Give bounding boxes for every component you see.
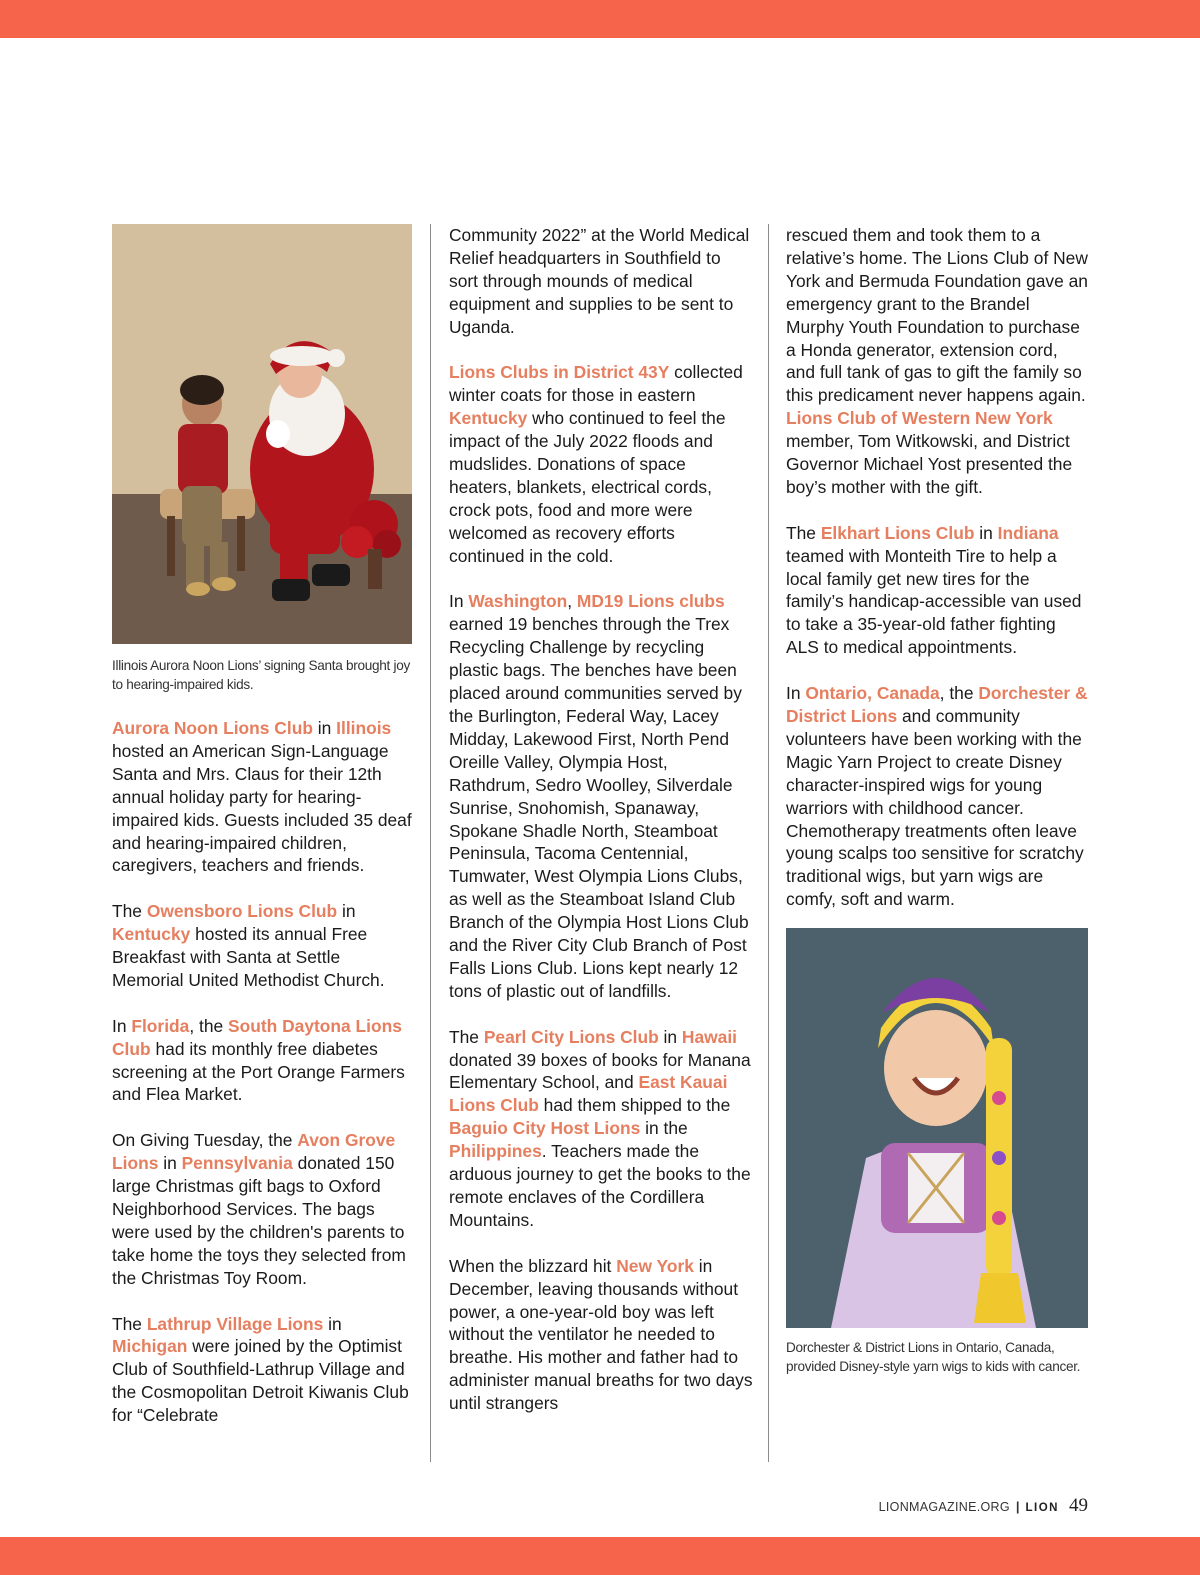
club-name: Lions Club of Western New York bbox=[786, 408, 1053, 429]
place-name: Hawaii bbox=[681, 1026, 738, 1047]
club-name: Aurora Noon Lions Club bbox=[112, 718, 313, 738]
paragraph-md19-washington bbox=[449, 590, 753, 1002]
yarn-wig-photo bbox=[786, 928, 1088, 1328]
text: in the bbox=[640, 1118, 688, 1139]
place-name: Washington bbox=[468, 591, 568, 612]
text: Community 2022” at the World Medical Relief headquarters in Southfield to sort through mounds of medical equipment and supplies to be sent to Uganda. bbox=[449, 225, 750, 337]
paragraph-lathrup-village bbox=[112, 1313, 412, 1428]
footer-site-url[interactable]: LIONMAGAZINE.ORG bbox=[878, 1500, 1010, 1514]
paragraph-owensboro bbox=[112, 900, 412, 992]
place-name: Indiana bbox=[997, 522, 1059, 543]
text: donated 150 large Christmas gift bags to Oxford Neighborhood Services. The bags were used by the children's parents to take home the toys they selected from the Christmas Toy Room. bbox=[112, 1153, 406, 1288]
place-name: Kentucky bbox=[449, 408, 528, 429]
text: hosted its annual Free Breakfast with Santa at Settle Memorial United Methodist Church. bbox=[112, 924, 385, 990]
club-name: Lions Clubs in District 43Y bbox=[449, 362, 670, 383]
club-name: Avon Grove Lions bbox=[112, 1130, 396, 1174]
paragraph-district-43y bbox=[449, 361, 753, 567]
text: , the bbox=[189, 1015, 228, 1036]
photo-girl-in-yarn-wig-icon bbox=[786, 928, 1088, 1328]
text: were joined by the Optimist Club of Southfield-Lathrup Village and the Cosmopolitan Detroit Kiwanis Club for “Celebrate bbox=[112, 1336, 409, 1426]
club-name: Pearl City Lions Club bbox=[483, 1026, 659, 1047]
footer-magazine-name: LION bbox=[1025, 1502, 1059, 1514]
footer-separator: | bbox=[1015, 1499, 1020, 1514]
text: donated 39 boxes of books for Manana Elementary School, and bbox=[449, 1049, 751, 1093]
paragraph-pearl-city bbox=[449, 1026, 753, 1232]
column-divider-2 bbox=[768, 224, 769, 1462]
text: and community volunteers have been working with the Magic Yarn Project to create Disney character-inspired wigs for young warriors with childhood cancer. Chemotherapy treatments often leave young scalps too sensitive for scratchy traditional wigs, but yarn wigs are comfy, soft and warm. bbox=[786, 706, 1084, 910]
club-name: Elkhart Lions Club bbox=[820, 522, 975, 543]
santa-photo-caption: Illinois Aurora Noon Lions’ signing Santa brought joy to hearing-impaired kids. bbox=[112, 658, 410, 692]
text: In bbox=[112, 1015, 132, 1036]
text: collected winter coats for those in eastern bbox=[449, 362, 743, 406]
club-name: South Daytona Lions Club bbox=[112, 1015, 402, 1059]
paragraph-dorchester bbox=[786, 682, 1088, 911]
text: in bbox=[337, 901, 356, 922]
page-footer bbox=[879, 1495, 1088, 1517]
column-1 bbox=[112, 224, 412, 1450]
text: member, Tom Witkowski, and District Governor Michael Yost presented the boy’s mother with the gift. bbox=[786, 431, 1073, 497]
paragraph-new-york-blizzard bbox=[449, 1255, 753, 1415]
text: teamed with Monteith Tire to help a local family get new tires for the family’s handicap-accessible van used to take a 35-year-old father fighting ALS to medical appointments. bbox=[786, 545, 1082, 658]
place-name: Ontario, Canada bbox=[805, 683, 940, 704]
text: in December, leaving thousands without power, a one-year-old boy was left without the ventilator he needed to breathe. His mother and father had to administer manual breaths for two days until strangers bbox=[449, 1255, 753, 1414]
text: hosted an American Sign-Language Santa and Mrs. Claus for their 12th annual holiday party for hearing-impaired kids. Guests included 35 deaf and hearing-impaired children, caregivers, teachers and friends. bbox=[112, 740, 412, 876]
text: in bbox=[312, 718, 337, 738]
yarn-wig-photo-caption: Dorchester & District Lions in Ontario, Canada, provided Disney-style yarn wigs to kids with cancer. bbox=[786, 1340, 1081, 1375]
top-accent-band bbox=[0, 0, 1200, 38]
text: rescued them and took them to a relative’s home. The Lions Club of New York and Bermuda Foundation gave an emergency grant to the Brandel Murphy Youth Foundation to purchase a Honda generator, extension cord, and full tank of gas to gift the family so this predicament never happens again. bbox=[786, 225, 1088, 406]
text: In bbox=[786, 683, 806, 704]
text: in bbox=[974, 522, 998, 543]
text: , bbox=[567, 591, 577, 612]
club-name: East Kauai Lions Club bbox=[449, 1072, 728, 1116]
text: in bbox=[323, 1313, 342, 1334]
text: in bbox=[658, 1026, 682, 1047]
text: The bbox=[112, 901, 147, 922]
club-name: MD19 Lions clubs bbox=[576, 591, 725, 612]
text: The bbox=[449, 1026, 484, 1047]
text: earned 19 benches through the Trex Recycling Challenge by recycling plastic bags. The benches have been placed around communities served by the Burlington, Federal Way, Lacey Midday, Lakewood First, North Pend Oreille Valley, Olympia Host, Rathdrum, Sedro Woolley, Silverdale Sunrise, Snohomish, Spanaway, Spokane Shadle North, Steamboat Peninsula, Tacoma Centennial, Tumwater, West Olympia Lions Clubs, as well as the Steamboat Island Club Branch of the Olympia Host Lions Club and the River City Club Branch of Post Falls Lions Club. Lions kept nearly 12 tons of plastic out of landfills. bbox=[449, 614, 749, 1001]
paragraph-avon-grove bbox=[112, 1129, 412, 1289]
column-divider-1 bbox=[430, 224, 431, 1462]
place-name: Illinois bbox=[336, 718, 392, 738]
page-number: 49 bbox=[1069, 1495, 1088, 1516]
club-name: Lathrup Village Lions bbox=[146, 1313, 324, 1334]
column-3 bbox=[786, 224, 1088, 1376]
santa-photo bbox=[112, 224, 412, 644]
paragraph-south-daytona bbox=[112, 1015, 412, 1107]
text: In bbox=[449, 591, 469, 612]
text: who continued to feel the impact of the July 2022 floods and mudslides. Donations of space heaters, blankets, electrical cords, crock pots, food and more were welcomed as recovery efforts continued in the cold. bbox=[449, 408, 726, 566]
text: had its monthly free diabetes screening at the Port Orange Farmers and Flea Market. bbox=[112, 1038, 405, 1105]
bottom-accent-band bbox=[0, 1537, 1200, 1575]
text: had them shipped to the bbox=[538, 1095, 731, 1116]
place-name: New York bbox=[616, 1255, 694, 1276]
text: The bbox=[112, 1313, 147, 1334]
paragraph-world-medical-relief bbox=[449, 224, 753, 339]
place-name: Pennsylvania bbox=[181, 1153, 293, 1174]
place-name: Philippines bbox=[449, 1141, 542, 1162]
text: When the blizzard hit bbox=[449, 1255, 617, 1276]
text: The bbox=[786, 522, 821, 543]
club-name: Baguio City Host Lions bbox=[449, 1118, 641, 1139]
club-name: Owensboro Lions Club bbox=[146, 901, 338, 922]
column-2 bbox=[449, 224, 753, 1438]
place-name: Michigan bbox=[112, 1336, 188, 1357]
paragraph-western-new-york bbox=[786, 224, 1088, 499]
text: , the bbox=[939, 683, 979, 704]
place-name: Kentucky bbox=[112, 924, 191, 945]
paragraph-elkhart bbox=[786, 522, 1088, 659]
paragraph-aurora-noon bbox=[112, 717, 412, 877]
club-name: Dorchester & District Lions bbox=[786, 683, 1088, 726]
text: On Giving Tuesday, the bbox=[112, 1130, 298, 1151]
place-name: Florida bbox=[131, 1015, 190, 1036]
text: in bbox=[158, 1153, 182, 1174]
photo-santa-with-child-icon bbox=[112, 224, 412, 644]
text: . Teachers made the arduous journey to get the books to the remote enclaves of the Cordillera Mountains. bbox=[449, 1141, 751, 1230]
